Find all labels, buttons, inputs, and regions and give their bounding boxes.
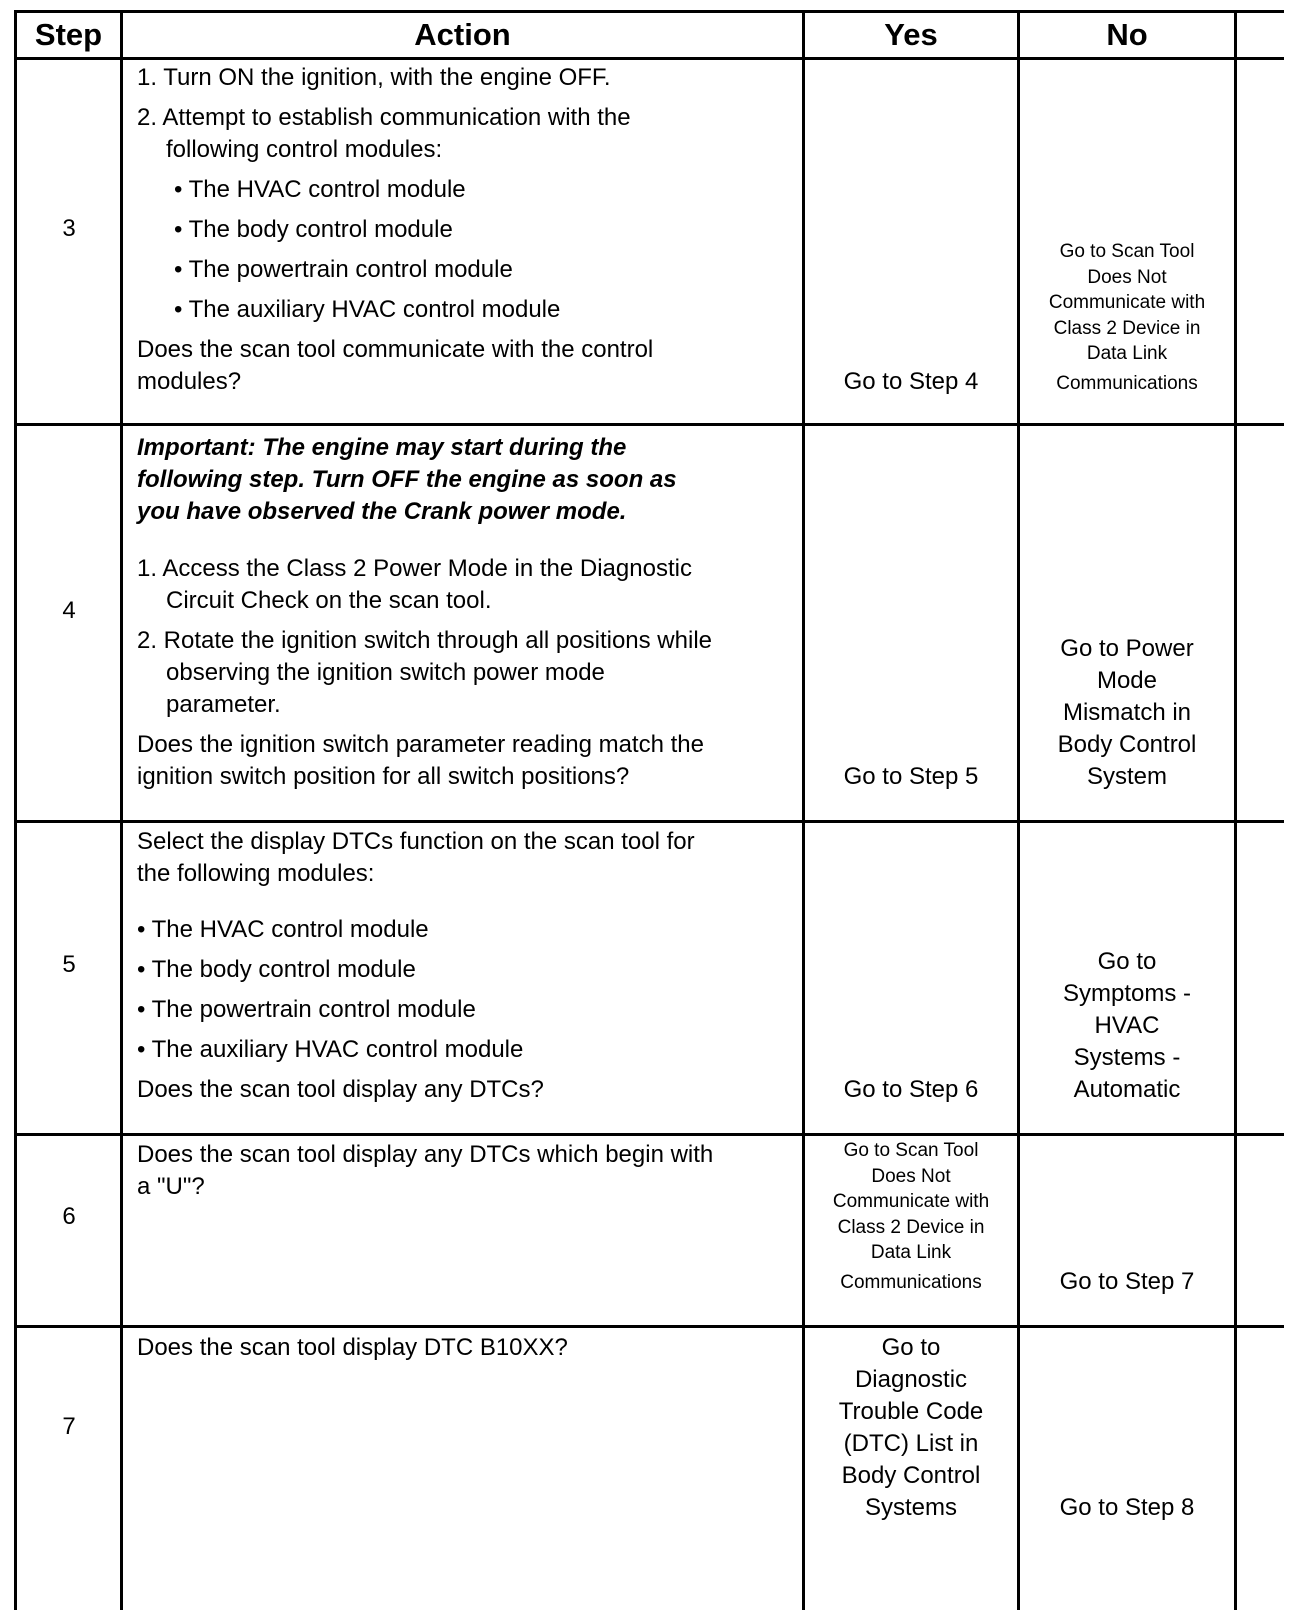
action-line: a "U"? bbox=[137, 1173, 205, 1200]
header-no: No bbox=[1106, 17, 1148, 52]
action-line: following control modules: bbox=[166, 136, 443, 163]
row-divider bbox=[14, 1325, 1284, 1328]
no-result-line: Mismatch in bbox=[1062, 699, 1192, 726]
action-line: 1. Turn ON the ignition, with the engine OFF. bbox=[137, 64, 611, 91]
no-result-line: HVAC bbox=[1094, 1012, 1160, 1039]
no-result: Go to Step 8 bbox=[1059, 1494, 1195, 1521]
step-number: 3 bbox=[62, 215, 76, 242]
action-line: 2. Attempt to establish communication with the bbox=[137, 104, 631, 131]
no-result-line: Communications bbox=[1056, 373, 1198, 394]
action-line: • The body control module bbox=[137, 956, 416, 983]
row-divider bbox=[14, 820, 1284, 823]
action-line: • The powertrain control module bbox=[137, 996, 476, 1023]
no-result-line: Systems - bbox=[1073, 1044, 1181, 1071]
action-line: • The body control module bbox=[174, 216, 453, 243]
no-result-line: Go to bbox=[1097, 948, 1157, 975]
action-line: Does the scan tool display DTC B10XX? bbox=[137, 1334, 568, 1361]
yes-result-line: Communicate with bbox=[832, 1191, 990, 1212]
action-line: 1. Access the Class 2 Power Mode in the Diagnostic bbox=[137, 555, 692, 582]
yes-result-line: (DTC) List in bbox=[843, 1430, 979, 1457]
action-line: the following modules: bbox=[137, 860, 375, 887]
action-line: • The powertrain control module bbox=[174, 256, 513, 283]
column-divider bbox=[120, 10, 123, 1610]
yes-result: Go to Step 5 bbox=[843, 763, 979, 790]
step-number: 6 bbox=[62, 1203, 76, 1230]
action-line: modules? bbox=[137, 368, 242, 395]
no-result-line: Automatic bbox=[1073, 1076, 1181, 1103]
diagnostic-table bbox=[14, 10, 1284, 1610]
step-number: 4 bbox=[62, 597, 76, 624]
yes-result: Go to Step 4 bbox=[843, 368, 979, 395]
action-line: Does the ignition switch parameter reading match the bbox=[137, 731, 704, 758]
header-step: Step bbox=[34, 17, 103, 52]
yes-result-line: Go to Scan Tool bbox=[843, 1140, 979, 1161]
yes-result-line: Body Control bbox=[841, 1462, 981, 1489]
action-line: parameter. bbox=[166, 691, 281, 718]
yes-result-line: Class 2 Device in bbox=[837, 1217, 985, 1238]
important-note-line: following step. Turn OFF the engine as soon as bbox=[137, 466, 677, 493]
action-line: • The auxiliary HVAC control module bbox=[137, 1036, 524, 1063]
action-line: Circuit Check on the scan tool. bbox=[166, 587, 492, 614]
no-result: Go to Step 7 bbox=[1059, 1268, 1195, 1295]
header-yes: Yes bbox=[884, 17, 938, 52]
action-line: observing the ignition switch power mode bbox=[166, 659, 605, 686]
header-action: Action bbox=[414, 17, 511, 52]
action-line: • The HVAC control module bbox=[174, 176, 466, 203]
action-line: 2. Rotate the ignition switch through all positions while bbox=[137, 627, 712, 654]
action-line: Select the display DTCs function on the scan tool for bbox=[137, 828, 695, 855]
no-result-line: Does Not bbox=[1087, 267, 1167, 288]
no-result-line: Go to Power bbox=[1060, 635, 1194, 662]
row-divider bbox=[14, 1133, 1284, 1136]
step-number: 7 bbox=[62, 1413, 76, 1440]
no-result-line: Data Link bbox=[1086, 343, 1168, 364]
no-result-line: Symptoms - bbox=[1062, 980, 1191, 1007]
row-divider bbox=[14, 423, 1284, 426]
important-note-line: Important: The engine may start during the bbox=[137, 434, 627, 461]
yes-result: Go to Step 6 bbox=[843, 1076, 979, 1103]
action-line: Does the scan tool display any DTCs? bbox=[137, 1076, 544, 1103]
yes-result-line: Diagnostic bbox=[854, 1366, 968, 1393]
yes-result-line: Systems bbox=[864, 1494, 957, 1521]
important-note-line: you have observed the Crank power mode. bbox=[137, 498, 627, 525]
action-line: • The HVAC control module bbox=[137, 916, 429, 943]
no-result-line: Communicate with bbox=[1048, 292, 1206, 313]
no-result-line: System bbox=[1086, 763, 1167, 790]
table-border-right bbox=[1234, 10, 1237, 1610]
action-line: Does the scan tool communicate with the control bbox=[137, 336, 654, 363]
yes-result-line: Data Link bbox=[870, 1242, 952, 1263]
action-line: ignition switch position for all switch positions? bbox=[137, 763, 630, 790]
no-result-line: Body Control bbox=[1057, 731, 1197, 758]
action-line: Does the scan tool display any DTCs which begin with bbox=[137, 1141, 714, 1168]
yes-result-line: Communications bbox=[840, 1272, 982, 1293]
yes-result-line: Go to bbox=[881, 1334, 941, 1361]
action-line: • The auxiliary HVAC control module bbox=[174, 296, 561, 323]
no-result-line: Class 2 Device in bbox=[1053, 318, 1201, 339]
table-border-left bbox=[14, 10, 17, 1610]
no-result-line: Go to Scan Tool bbox=[1059, 241, 1195, 262]
yes-result-line: Does Not bbox=[871, 1166, 951, 1187]
step-number: 5 bbox=[62, 951, 76, 978]
no-result-line: Mode bbox=[1096, 667, 1158, 694]
yes-result-line: Trouble Code bbox=[838, 1398, 984, 1425]
